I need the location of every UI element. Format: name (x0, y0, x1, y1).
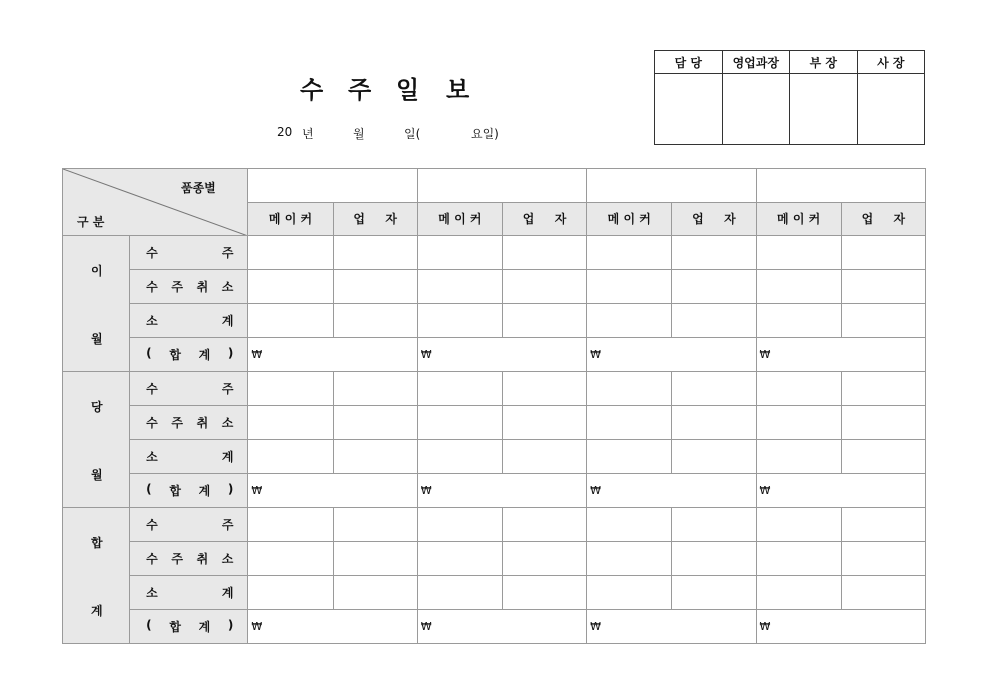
data-cell[interactable] (841, 576, 925, 610)
total-amount-cell[interactable] (417, 338, 586, 372)
data-cell[interactable] (841, 372, 925, 406)
row-label-token: 수 (146, 416, 158, 430)
data-cell[interactable] (248, 576, 333, 610)
table-row (63, 236, 926, 270)
row-label-token: 수 (146, 518, 158, 532)
data-cell[interactable] (333, 304, 417, 338)
row-label-token: 취 (196, 416, 209, 430)
row-label-token: 소 (221, 280, 234, 294)
total-amount-cell[interactable] (417, 610, 586, 644)
row-label (130, 610, 248, 644)
group-label-cell (63, 236, 130, 372)
table-row (63, 610, 926, 644)
data-cell[interactable] (417, 440, 502, 474)
row-label-text (130, 618, 247, 635)
data-cell[interactable] (841, 236, 925, 270)
year-label: 년 (302, 127, 314, 141)
data-cell[interactable] (672, 576, 756, 610)
row-label (130, 270, 248, 304)
data-cell[interactable] (756, 236, 841, 270)
data-cell[interactable] (841, 304, 925, 338)
row-label-token: ) (227, 346, 234, 360)
row-label-token: ) (227, 618, 234, 632)
row-label-token: ( (146, 482, 152, 496)
data-cell[interactable] (333, 440, 417, 474)
row-label-token: 취 (196, 280, 209, 294)
order-report-table (62, 168, 926, 644)
corner-top-label: 품종별 (181, 181, 216, 195)
data-cell[interactable] (756, 440, 841, 474)
data-cell[interactable] (502, 304, 586, 338)
row-label-token: 주 (221, 518, 234, 532)
row-label-token: ) (227, 482, 234, 496)
won-sign: ₩ (251, 348, 263, 361)
row-label-token: 합 (169, 620, 181, 634)
data-cell[interactable] (248, 542, 333, 576)
data-cell[interactable] (587, 270, 672, 304)
data-cell[interactable] (756, 372, 841, 406)
row-label-token: 취 (196, 552, 209, 566)
data-cell[interactable] (587, 406, 672, 440)
row-label-token: 소 (146, 586, 158, 600)
year-prefix: 20 (277, 125, 293, 139)
day-label: 일( (404, 127, 421, 141)
row-label-text (130, 278, 247, 295)
row-label-text (130, 448, 247, 465)
row-label-token: 계 (221, 450, 234, 464)
data-cell[interactable] (756, 508, 841, 542)
maker-header: 메 이 커 (587, 202, 672, 236)
row-label (130, 406, 248, 440)
title-char: 수 (300, 76, 324, 104)
group-label-char: 월 (91, 468, 103, 482)
approval-sign-cell[interactable] (655, 74, 723, 145)
data-cell[interactable] (417, 236, 502, 270)
row-label-token: 수 (146, 382, 158, 396)
table-row (63, 542, 926, 576)
row-label-token: 계 (221, 586, 234, 600)
data-cell[interactable] (841, 440, 925, 474)
data-cell[interactable] (756, 542, 841, 576)
approval-box (654, 50, 925, 145)
won-sign: ₩ (251, 484, 263, 497)
group-label-char: 이 (91, 264, 103, 278)
data-cell[interactable] (502, 542, 586, 576)
group-label-cell (63, 372, 130, 508)
data-cell[interactable] (333, 576, 417, 610)
data-cell[interactable] (587, 576, 672, 610)
data-cell[interactable] (672, 508, 756, 542)
total-amount-cell[interactable] (756, 474, 925, 508)
data-cell[interactable] (672, 304, 756, 338)
row-label-token: 합 (169, 348, 181, 362)
maker-header: 메 이 커 (756, 202, 841, 236)
data-cell[interactable] (672, 372, 756, 406)
data-cell[interactable] (587, 304, 672, 338)
won-sign: ₩ (590, 620, 602, 633)
row-label-text (130, 380, 247, 397)
table-row (63, 372, 926, 406)
row-label-token: 주 (171, 416, 183, 430)
data-cell[interactable] (248, 270, 333, 304)
row-label-token: 계 (198, 348, 211, 362)
data-cell[interactable] (756, 304, 841, 338)
data-cell[interactable] (248, 236, 333, 270)
approval-label: 영업과장 (722, 51, 790, 74)
won-sign: ₩ (759, 620, 771, 633)
row-label-token: 주 (171, 280, 183, 294)
data-cell[interactable] (417, 508, 502, 542)
row-label-text (130, 346, 247, 363)
row-label (130, 474, 248, 508)
product-group-cell[interactable] (756, 169, 925, 203)
data-cell[interactable] (333, 372, 417, 406)
row-label-text (130, 516, 247, 533)
row-label-token: 소 (221, 416, 234, 430)
row-label-token: 주 (221, 246, 234, 260)
won-sign: ₩ (590, 484, 602, 497)
row-label-text (130, 244, 247, 261)
group-label-cell (63, 508, 130, 644)
total-amount-cell[interactable] (587, 474, 756, 508)
corner-cell (63, 169, 248, 236)
total-amount-cell[interactable] (587, 338, 756, 372)
maker-header: 메 이 커 (248, 202, 333, 236)
row-label-text (130, 550, 247, 567)
row-label (130, 576, 248, 610)
row-label-text (130, 482, 247, 499)
data-cell[interactable] (672, 406, 756, 440)
corner-bottom-label: 구 분 (77, 215, 105, 229)
total-amount-cell[interactable] (756, 610, 925, 644)
row-label-token: 수 (146, 280, 158, 294)
won-sign: ₩ (420, 348, 432, 361)
total-amount-cell[interactable] (756, 338, 925, 372)
data-cell[interactable] (248, 372, 333, 406)
data-cell[interactable] (841, 270, 925, 304)
data-cell[interactable] (502, 236, 586, 270)
row-label-token: 계 (198, 484, 211, 498)
table-row (63, 406, 926, 440)
title-char: 보 (446, 76, 470, 104)
data-cell[interactable] (841, 542, 925, 576)
approval-sign-cell[interactable] (857, 74, 925, 145)
title-char: 일 (396, 76, 420, 104)
row-label-token: 주 (171, 552, 183, 566)
row-label-token: 합 (169, 484, 181, 498)
data-cell[interactable] (587, 372, 672, 406)
data-cell[interactable] (333, 270, 417, 304)
row-label-token: 계 (198, 620, 211, 634)
row-label-text (130, 312, 247, 329)
row-label-token: 계 (221, 314, 234, 328)
dealer-header: 업 자 (672, 202, 756, 236)
data-cell[interactable] (587, 542, 672, 576)
total-amount-cell[interactable] (248, 474, 417, 508)
table-row (63, 440, 926, 474)
data-cell[interactable] (756, 270, 841, 304)
won-sign: ₩ (759, 484, 771, 497)
data-cell[interactable] (672, 440, 756, 474)
data-cell[interactable] (587, 236, 672, 270)
row-label-token: 수 (146, 246, 158, 260)
data-cell[interactable] (841, 508, 925, 542)
total-amount-cell[interactable] (417, 474, 586, 508)
data-cell[interactable] (587, 508, 672, 542)
group-label-char: 월 (91, 332, 103, 346)
weekday-label: 요일) (471, 127, 499, 141)
row-label-token: 수 (146, 552, 158, 566)
row-label-token: 주 (221, 382, 234, 396)
data-cell[interactable] (248, 406, 333, 440)
row-label-token: ( (146, 346, 152, 360)
data-cell[interactable] (417, 576, 502, 610)
data-cell[interactable] (502, 508, 586, 542)
approval-label: 사 장 (857, 51, 925, 74)
row-label (130, 542, 248, 576)
table-row (63, 576, 926, 610)
row-label-token: 소 (221, 552, 234, 566)
table-row (63, 474, 926, 508)
row-label-text (130, 584, 247, 601)
group-label-char: 당 (91, 400, 103, 414)
data-cell[interactable] (333, 508, 417, 542)
data-cell[interactable] (841, 406, 925, 440)
row-label-text (130, 414, 247, 431)
data-cell[interactable] (502, 576, 586, 610)
row-label (130, 338, 248, 372)
row-label-token: 소 (146, 450, 158, 464)
group-label-char: 합 (91, 536, 103, 550)
data-cell[interactable] (417, 270, 502, 304)
header-row (63, 169, 926, 203)
table-row (63, 304, 926, 338)
data-cell[interactable] (587, 440, 672, 474)
row-label (130, 508, 248, 542)
approval-label: 담 당 (655, 51, 723, 74)
approval-label: 부 장 (790, 51, 858, 74)
dealer-header: 업 자 (841, 202, 925, 236)
data-cell[interactable] (248, 304, 333, 338)
table-row (63, 338, 926, 372)
approval-sign-cell[interactable] (722, 74, 790, 145)
product-group-cell[interactable] (417, 169, 586, 203)
won-sign: ₩ (251, 620, 263, 633)
data-cell[interactable] (502, 440, 586, 474)
data-cell[interactable] (502, 372, 586, 406)
approval-sign-cell[interactable] (790, 74, 858, 145)
row-label (130, 372, 248, 406)
dealer-header: 업 자 (502, 202, 586, 236)
data-cell[interactable] (672, 542, 756, 576)
data-cell[interactable] (333, 236, 417, 270)
row-label-token: ( (146, 618, 152, 632)
won-sign: ₩ (420, 620, 432, 633)
group-label-char: 계 (91, 604, 103, 618)
month-label: 월 (353, 127, 365, 141)
data-cell[interactable] (248, 508, 333, 542)
product-group-cell[interactable] (248, 169, 417, 203)
row-label-token: 소 (146, 314, 158, 328)
product-group-cell[interactable] (587, 169, 756, 203)
title-char: 주 (348, 76, 372, 104)
data-cell[interactable] (417, 372, 502, 406)
total-amount-cell[interactable] (587, 610, 756, 644)
table-row (63, 508, 926, 542)
data-cell[interactable] (248, 440, 333, 474)
data-cell[interactable] (417, 304, 502, 338)
data-cell[interactable] (502, 270, 586, 304)
table-row (63, 270, 926, 304)
data-cell[interactable] (333, 542, 417, 576)
data-cell[interactable] (417, 406, 502, 440)
row-label (130, 304, 248, 338)
data-cell[interactable] (502, 406, 586, 440)
total-amount-cell[interactable] (248, 338, 417, 372)
maker-header: 메 이 커 (417, 202, 502, 236)
data-cell[interactable] (672, 270, 756, 304)
row-label (130, 440, 248, 474)
won-sign: ₩ (759, 348, 771, 361)
data-cell[interactable] (756, 406, 841, 440)
data-cell[interactable] (756, 576, 841, 610)
won-sign: ₩ (420, 484, 432, 497)
won-sign: ₩ (590, 348, 602, 361)
row-label (130, 236, 248, 270)
data-cell[interactable] (417, 542, 502, 576)
dealer-header: 업 자 (333, 202, 417, 236)
data-cell[interactable] (333, 406, 417, 440)
data-cell[interactable] (672, 236, 756, 270)
total-amount-cell[interactable] (248, 610, 417, 644)
